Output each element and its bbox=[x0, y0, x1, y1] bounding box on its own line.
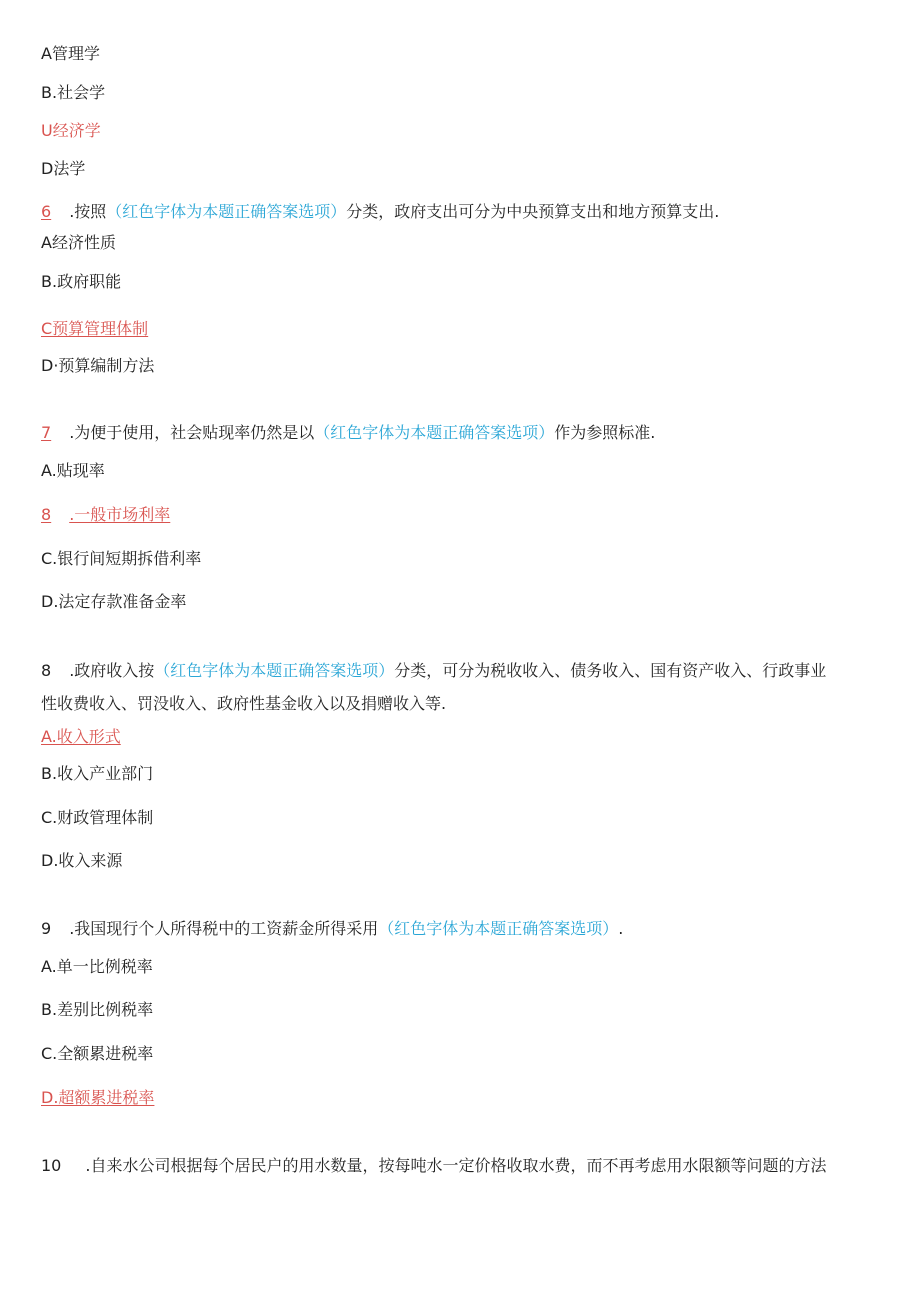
q9-option-b: B.差别比例税率 bbox=[41, 1000, 154, 1019]
q7-number: 7 bbox=[41, 423, 52, 442]
q6-number: 6 bbox=[41, 202, 52, 221]
q5-option-b: B.社会学 bbox=[41, 83, 106, 102]
q7-option-b-text: .一般市场利率 bbox=[69, 505, 171, 524]
q8-stem-pre: .政府收入按 bbox=[69, 661, 155, 680]
q7-option-b-correct bbox=[41, 505, 170, 525]
q9-option-d-correct: D.超额累进税率 bbox=[41, 1088, 155, 1107]
q8-stem bbox=[41, 661, 826, 681]
q7-stem-pre: .为便于使用，社会贴现率仍然是以 bbox=[69, 423, 315, 442]
q7-stem bbox=[41, 423, 655, 443]
q6-answer-hint: （红色字体为本题正确答案选项） bbox=[106, 202, 347, 221]
q6-option-d: D·预算编制方法 bbox=[41, 356, 155, 375]
q7-option-c: C.银行间短期拆借利率 bbox=[41, 549, 202, 568]
q9-answer-hint: （红色字体为本题正确答案选项） bbox=[378, 919, 619, 938]
q10-stem bbox=[41, 1156, 826, 1176]
q9-stem-pre: .我国现行个人所得税中的工资薪金所得采用 bbox=[69, 919, 379, 938]
q5-option-a: A管理学 bbox=[41, 44, 100, 63]
q6-stem-post: 分类，政府支出可分为中央预算支出和地方预算支出. bbox=[346, 202, 720, 221]
q6-stem-pre: .按照 bbox=[69, 202, 107, 221]
q7-option-b-number: 8 bbox=[41, 505, 52, 524]
q8-answer-hint: （红色字体为本题正确答案选项） bbox=[154, 661, 395, 680]
q7-stem-post: 作为参照标准. bbox=[554, 423, 656, 442]
q9-option-c: C.全额累进税率 bbox=[41, 1044, 154, 1063]
q8-number: 8 bbox=[41, 661, 52, 680]
q8-option-a-correct: A.收入形式 bbox=[41, 727, 121, 746]
q6-option-a: A经济性质 bbox=[41, 233, 116, 252]
q9-option-a: A.单一比例税率 bbox=[41, 957, 153, 976]
q8-option-d: D.收入来源 bbox=[41, 851, 123, 870]
q8-option-b: B.收入产业部门 bbox=[41, 764, 154, 783]
q8-option-c: C.财政管理体制 bbox=[41, 808, 154, 827]
q7-option-a: A.贴现率 bbox=[41, 461, 105, 480]
q5-option-c-correct: U经济学 bbox=[41, 121, 101, 140]
q9-stem-post: . bbox=[618, 919, 624, 938]
q8-stem-post: 分类，可分为税收收入、债务收入、国有资产收入、行政事业 bbox=[394, 661, 827, 680]
q10-stem-text: .自来水公司根据每个居民户的用水数量，按每吨水一定价格收取水费，而不再考虑用水限额等问题的方法 bbox=[85, 1156, 827, 1175]
q10-number: 10 bbox=[41, 1156, 62, 1175]
q6-option-b: B.政府职能 bbox=[41, 272, 122, 291]
q9-number: 9 bbox=[41, 919, 52, 938]
q7-answer-hint: （红色字体为本题正确答案选项） bbox=[314, 423, 555, 442]
q5-option-d: D法学 bbox=[41, 159, 86, 178]
q6-option-c-correct: C预算管理体制 bbox=[41, 319, 149, 338]
q9-stem bbox=[41, 919, 623, 939]
q8-stem-line2: 性收费收入、罚没收入、政府性基金收入以及捐赠收入等. bbox=[41, 694, 447, 713]
q7-option-d: D.法定存款准备金率 bbox=[41, 592, 187, 611]
q6-stem bbox=[41, 202, 719, 222]
